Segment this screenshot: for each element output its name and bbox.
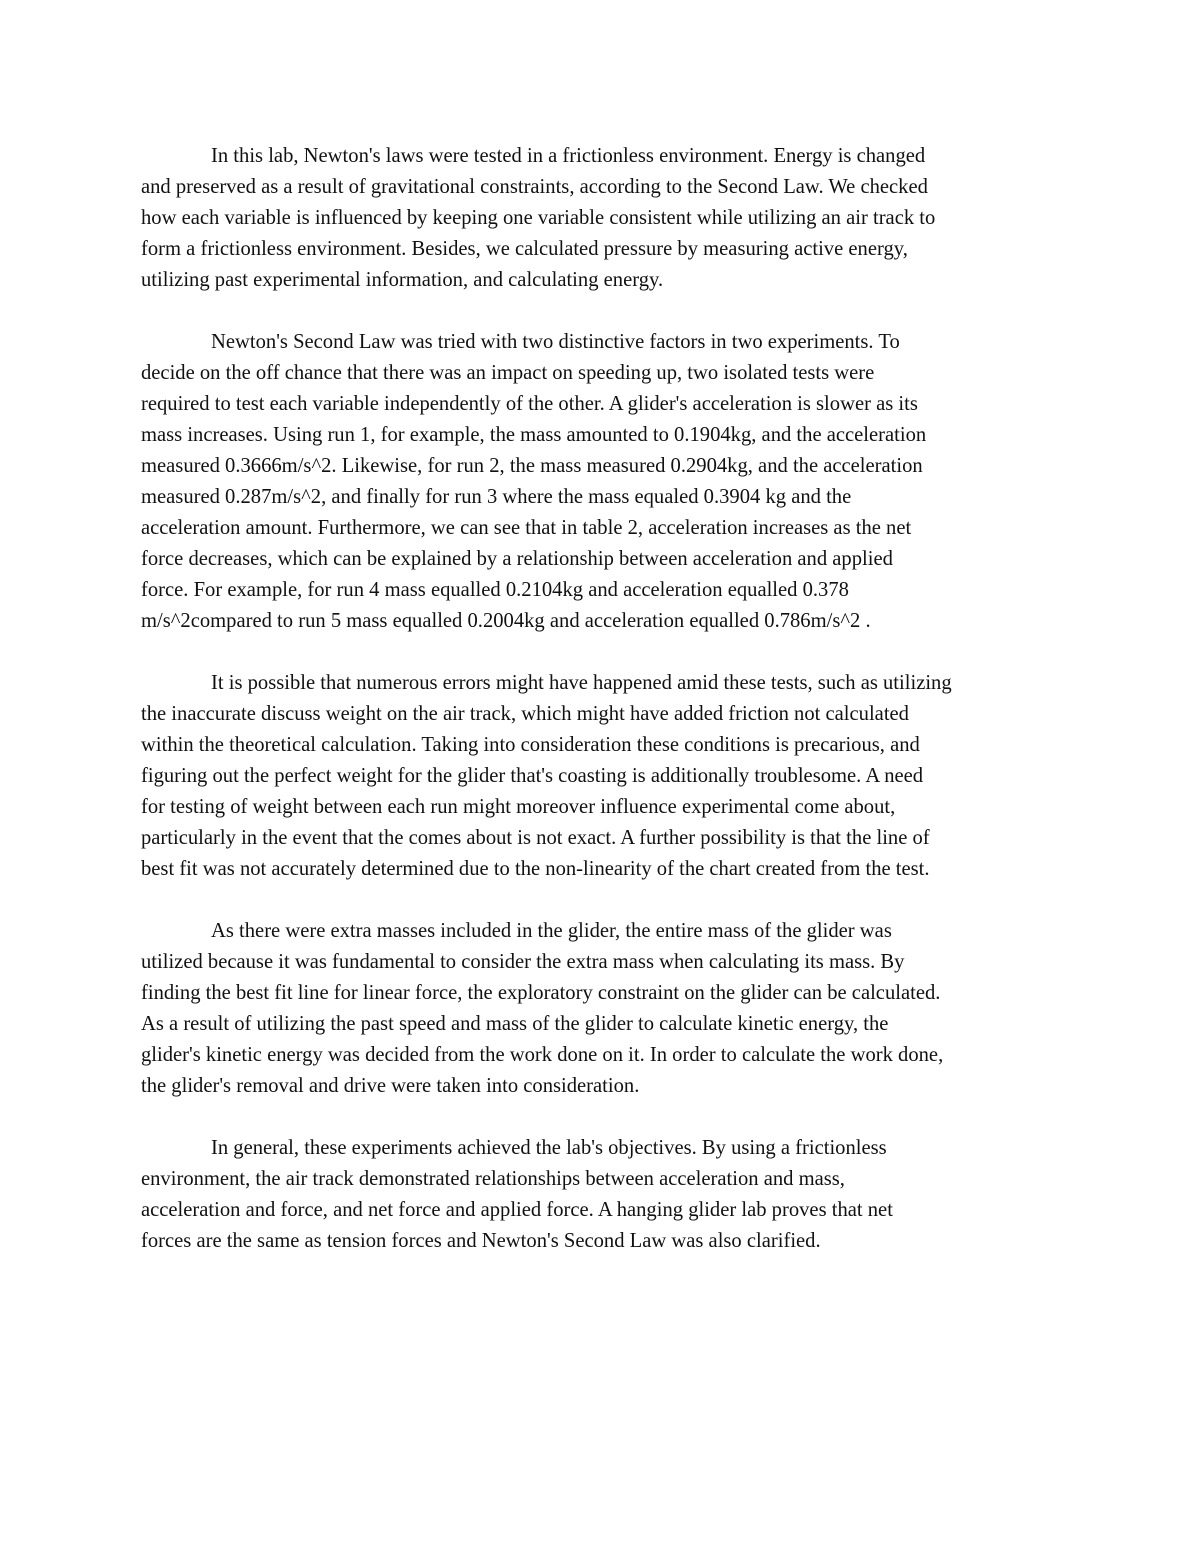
text-line: measured 0.287m/s^2, and finally for run 3 where the mass equaled 0.3904 kg and the <box>141 486 852 508</box>
paragraph-3 <box>141 668 1059 885</box>
text-line: forces are the same as tension forces and Newton's Second Law was also clarified. <box>141 1230 821 1252</box>
text-line: m/s^2compared to run 5 mass equalled 0.2004kg and acceleration equalled 0.786m/s^2 . <box>141 610 871 632</box>
text-line: utilized because it was fundamental to consider the extra mass when calculating its mass. By <box>141 951 905 973</box>
text-line: As a result of utilizing the past speed and mass of the glider to calculate kinetic energy, the <box>141 1013 889 1035</box>
text-line: acceleration and force, and net force and applied force. A hanging glider lab proves that net <box>141 1199 893 1221</box>
text-line: required to test each variable independently of the other. A glider's acceleration is slower as its <box>141 393 918 415</box>
text-line: best fit was not accurately determined due to the non-linearity of the chart created from the test. <box>141 858 930 880</box>
text-line: how each variable is influenced by keeping one variable consistent while utilizing an air track to <box>141 207 936 229</box>
text-line: decide on the off chance that there was an impact on speeding up, two isolated tests were <box>141 362 875 384</box>
text-line: measured 0.3666m/s^2. Likewise, for run 2, the mass measured 0.2904kg, and the acceleration <box>141 455 923 477</box>
text-line: glider's kinetic energy was decided from the work done on it. In order to calculate the work done, <box>141 1044 944 1066</box>
text-line: figuring out the perfect weight for the glider that's coasting is additionally troublesome. A need <box>141 765 924 787</box>
paragraph-1 <box>141 141 1059 296</box>
text-line: force decreases, which can be explained by a relationship between acceleration and applied <box>141 548 893 570</box>
text-line: As there were extra masses included in the glider, the entire mass of the glider was <box>211 920 892 942</box>
text-line: the inaccurate discuss weight on the air track, which might have added friction not calculated <box>141 703 909 725</box>
text-line: utilizing past experimental information, and calculating energy. <box>141 269 664 291</box>
text-line: Newton's Second Law was tried with two distinctive factors in two experiments. To <box>211 331 900 353</box>
text-line: environment, the air track demonstrated relationships between acceleration and mass, <box>141 1168 845 1190</box>
text-line: within the theoretical calculation. Taking into consideration these conditions is precarious, and <box>141 734 920 756</box>
paragraph-4 <box>141 916 1059 1102</box>
text-line: In this lab, Newton's laws were tested in a frictionless environment. Energy is changed <box>211 145 926 167</box>
text-line: and preserved as a result of gravitational constraints, according to the Second Law. We checked <box>141 176 928 198</box>
text-line: finding the best fit line for linear force, the exploratory constraint on the glider can be calculated. <box>141 982 941 1004</box>
text-line: for testing of weight between each run might moreover influence experimental come about, <box>141 796 896 818</box>
text-line: mass increases. Using run 1, for example, the mass amounted to 0.1904kg, and the acceleration <box>141 424 927 446</box>
text-line: force. For example, for run 4 mass equalled 0.2104kg and acceleration equalled 0.378 <box>141 579 849 601</box>
text-line: the glider's removal and drive were taken into consideration. <box>141 1075 640 1097</box>
text-line: form a frictionless environment. Besides, we calculated pressure by measuring active energy, <box>141 238 908 260</box>
text-line: particularly in the event that the comes about is not exact. A further possibility is that the line of <box>141 827 930 849</box>
text-line: In general, these experiments achieved the lab's objectives. By using a frictionless <box>211 1137 887 1159</box>
paragraph-2 <box>141 327 1059 637</box>
paragraph-5 <box>141 1133 1059 1257</box>
text-line: acceleration amount. Furthermore, we can see that in table 2, acceleration increases as the net <box>141 517 912 539</box>
text-line: It is possible that numerous errors might have happened amid these tests, such as utilizing <box>211 672 952 694</box>
document-body <box>141 141 1059 1288</box>
